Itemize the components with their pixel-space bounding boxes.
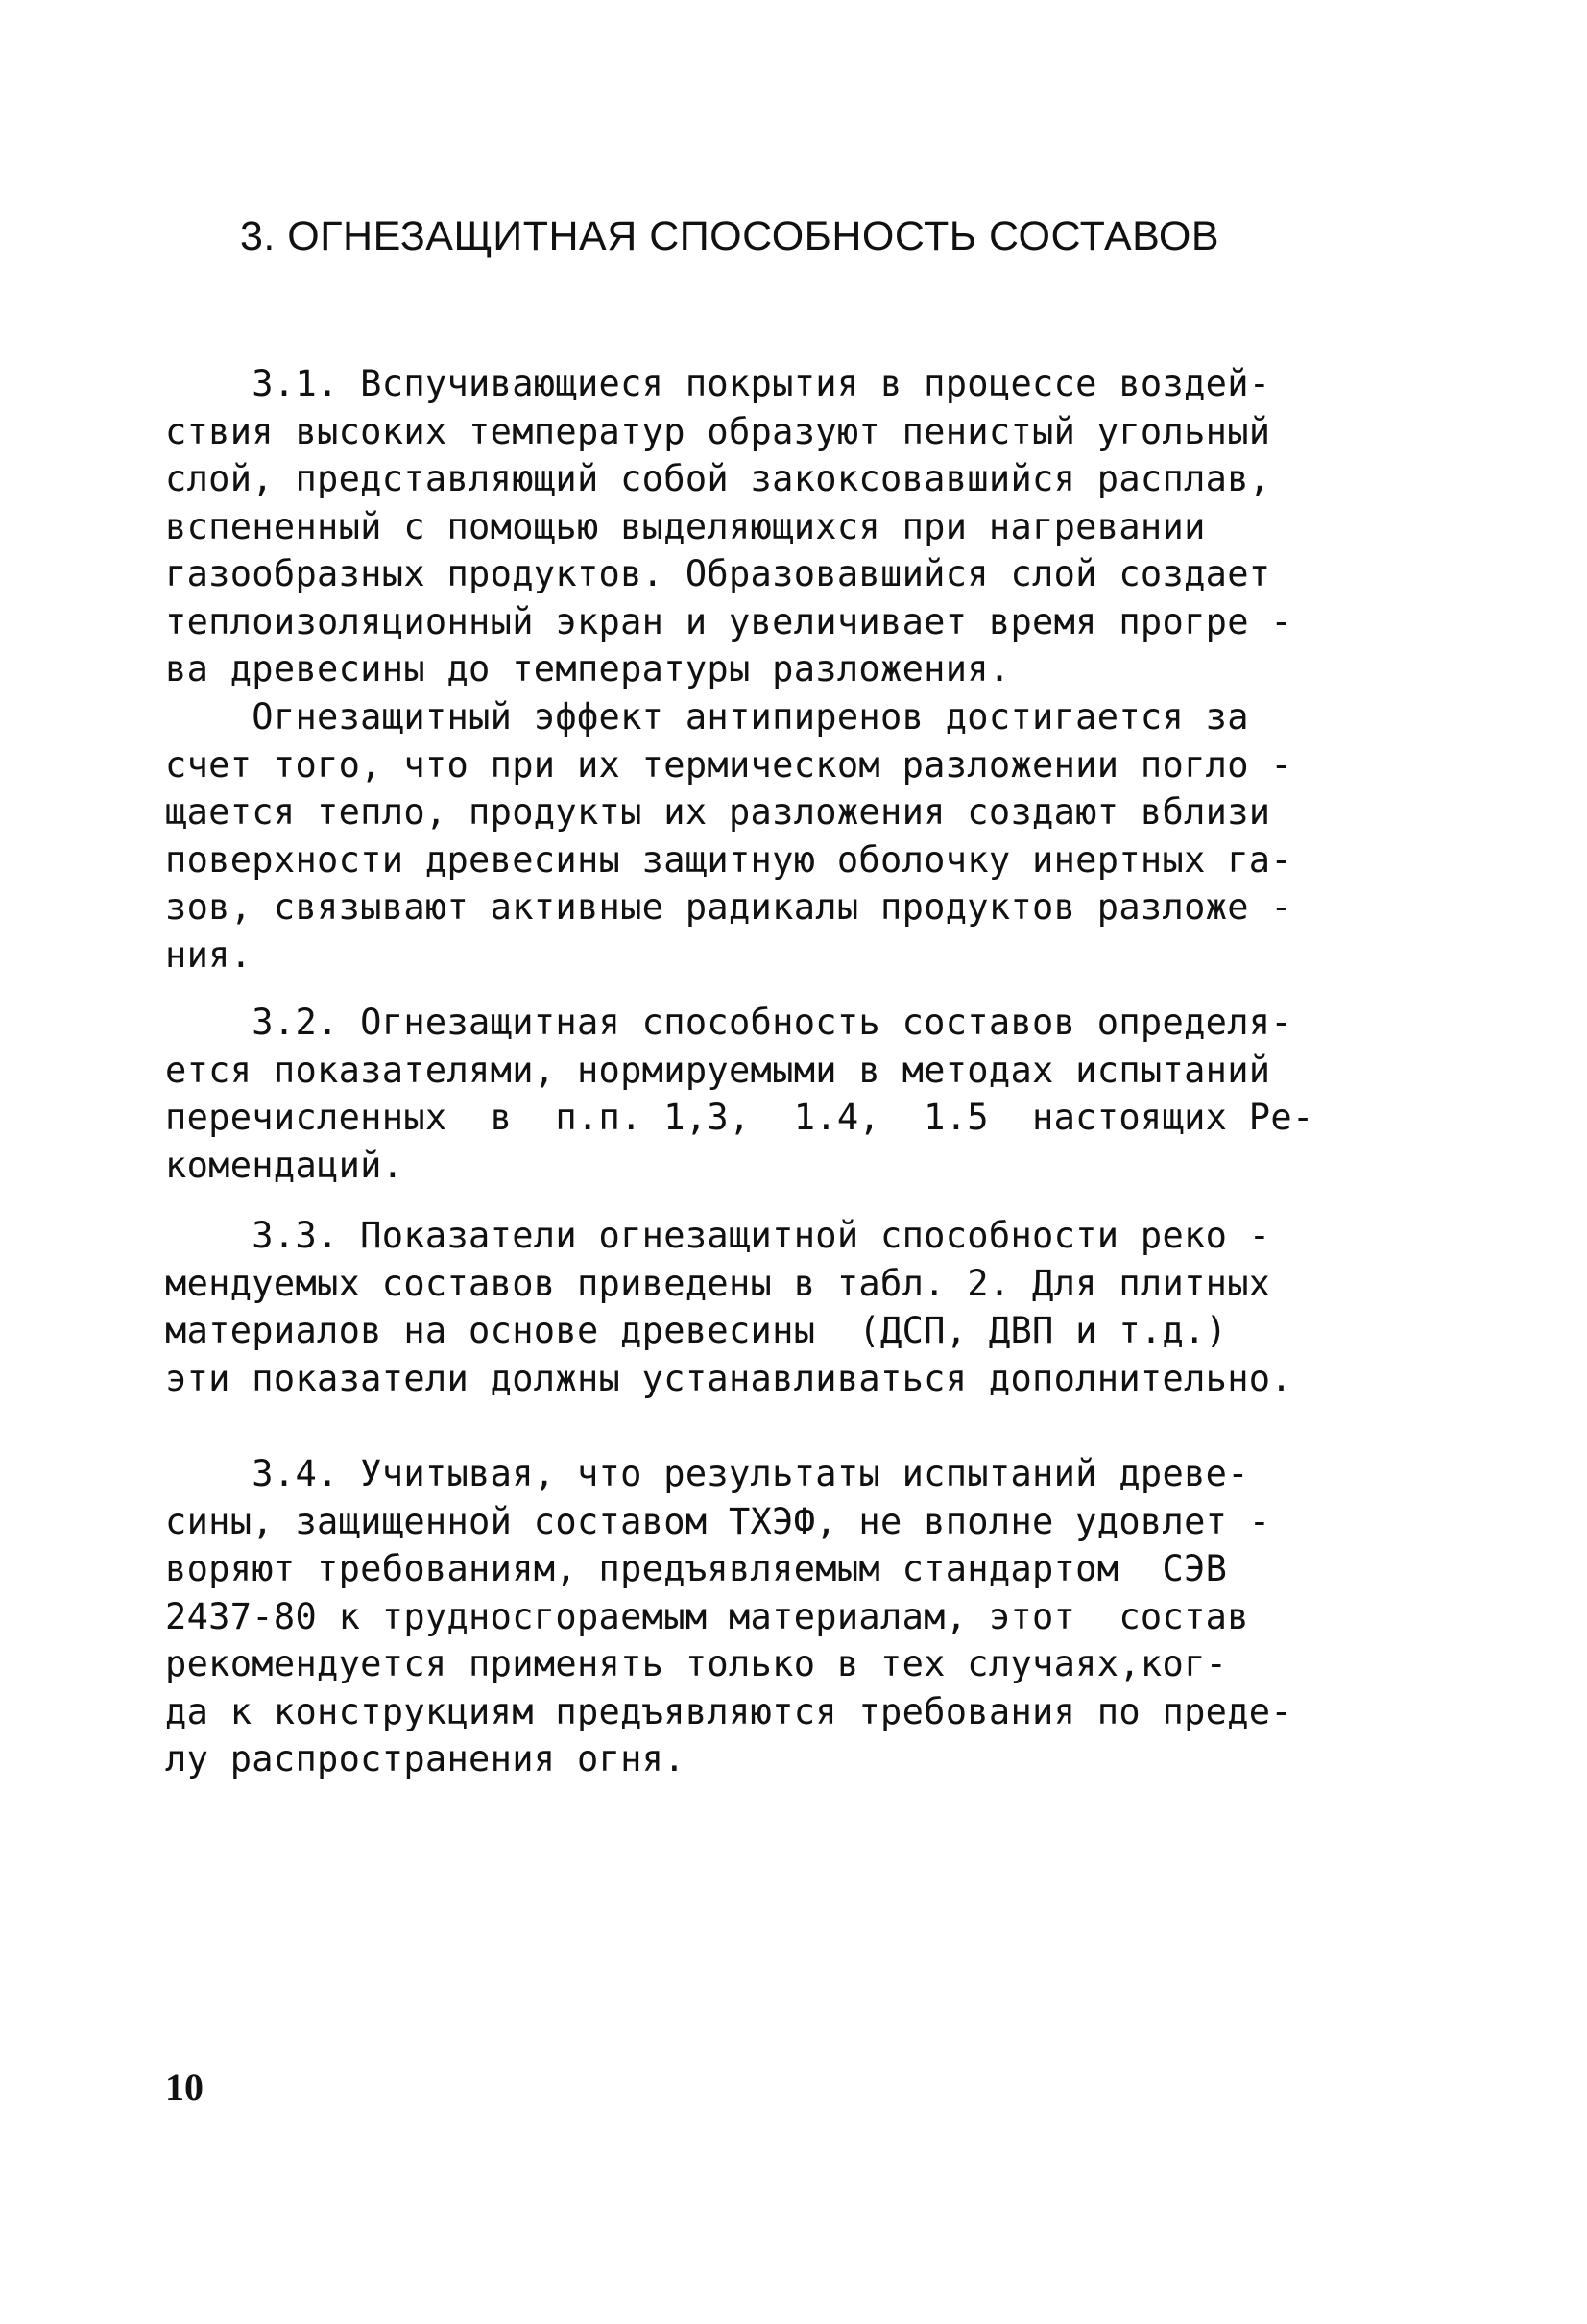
text-line: лу распространения огня. [165, 1738, 685, 1779]
paragraph-3-2 [165, 999, 1413, 1189]
text-line: газообразных продуктов. Образовавшийся слой создает [165, 553, 1271, 594]
text-line: сины, защищенной составом ТХЭФ, не вполне удовлет - [165, 1500, 1271, 1542]
section-title: 3. ОГНЕЗАЩИТНАЯ СПОСОБНОСТЬ СОСТАВОВ [240, 213, 1220, 259]
page-number: 10 [165, 2066, 204, 2109]
text-line: мендуемых составов приведены в табл. 2. Для плитных [165, 1262, 1271, 1304]
text-line: вспененный с помощью выделяющихся при нагревании [165, 505, 1206, 547]
text-line: 3.2. Огнезащитная способность составов определя- [165, 1002, 1292, 1043]
text-line: ния. [165, 933, 252, 976]
text-line: теплоизоляционный экран и увеличивает время прогре - [165, 600, 1292, 642]
text-line: эти показатели должны устанавливаться дополнительно. [165, 1357, 1292, 1399]
paragraph-3-3 [165, 1212, 1413, 1402]
text-line: слой, представляющий собой закоксовавшийся расплав, [165, 458, 1271, 499]
text-line: 2437-80 к трудносгораемым материалам, этот состав [165, 1595, 1249, 1637]
text-line: перечисленных в п.п. 1,3, 1.4, 1.5 настоящих Ре- [165, 1097, 1314, 1138]
paragraph-3-4 [165, 1450, 1413, 1783]
text-line: рекомендуется применять только в тех случаях,ког- [165, 1643, 1228, 1684]
text-line: щается тепло, продукты их разложения создают вблизи [165, 791, 1271, 833]
paragraph-3-1 [165, 360, 1413, 693]
text-line: ется показателями, нормируемыми в методах испытаний [165, 1049, 1271, 1091]
text-line: 3.1. Вспучивающиеся покрытия в процессе воздей- [165, 363, 1271, 404]
text-line: материалов на основе древесины (ДСП, ДВП и т.д.) [165, 1310, 1228, 1351]
text-line: да к конструкциям предъявляются требования по преде- [165, 1690, 1292, 1732]
text-line: ствия высоких температур образуют пенистый угольный [165, 410, 1271, 452]
text-line: 3.3. Показатели огнезащитной способности реко - [165, 1215, 1271, 1256]
text-line: зов, связывают активные радикалы продуктов разложе - [165, 886, 1292, 928]
text-line: Огнезащитный эффект антипиренов достигается за [165, 696, 1249, 738]
paragraph-antipyrene-effect [165, 693, 1413, 979]
text-line: 3.4. Учитывая, что результаты испытаний древе- [165, 1453, 1249, 1494]
text-line: счет того, что при их термическом разложении погло - [165, 743, 1292, 786]
text-line: ва древесины до температуры разложения. [165, 648, 1011, 690]
text-line: комендаций. [165, 1144, 404, 1186]
text-line: поверхности древесины защитную оболочку инертных га- [165, 838, 1292, 881]
text-line: воряют требованиям, предъявляемым стандартом СЭВ [165, 1548, 1228, 1589]
